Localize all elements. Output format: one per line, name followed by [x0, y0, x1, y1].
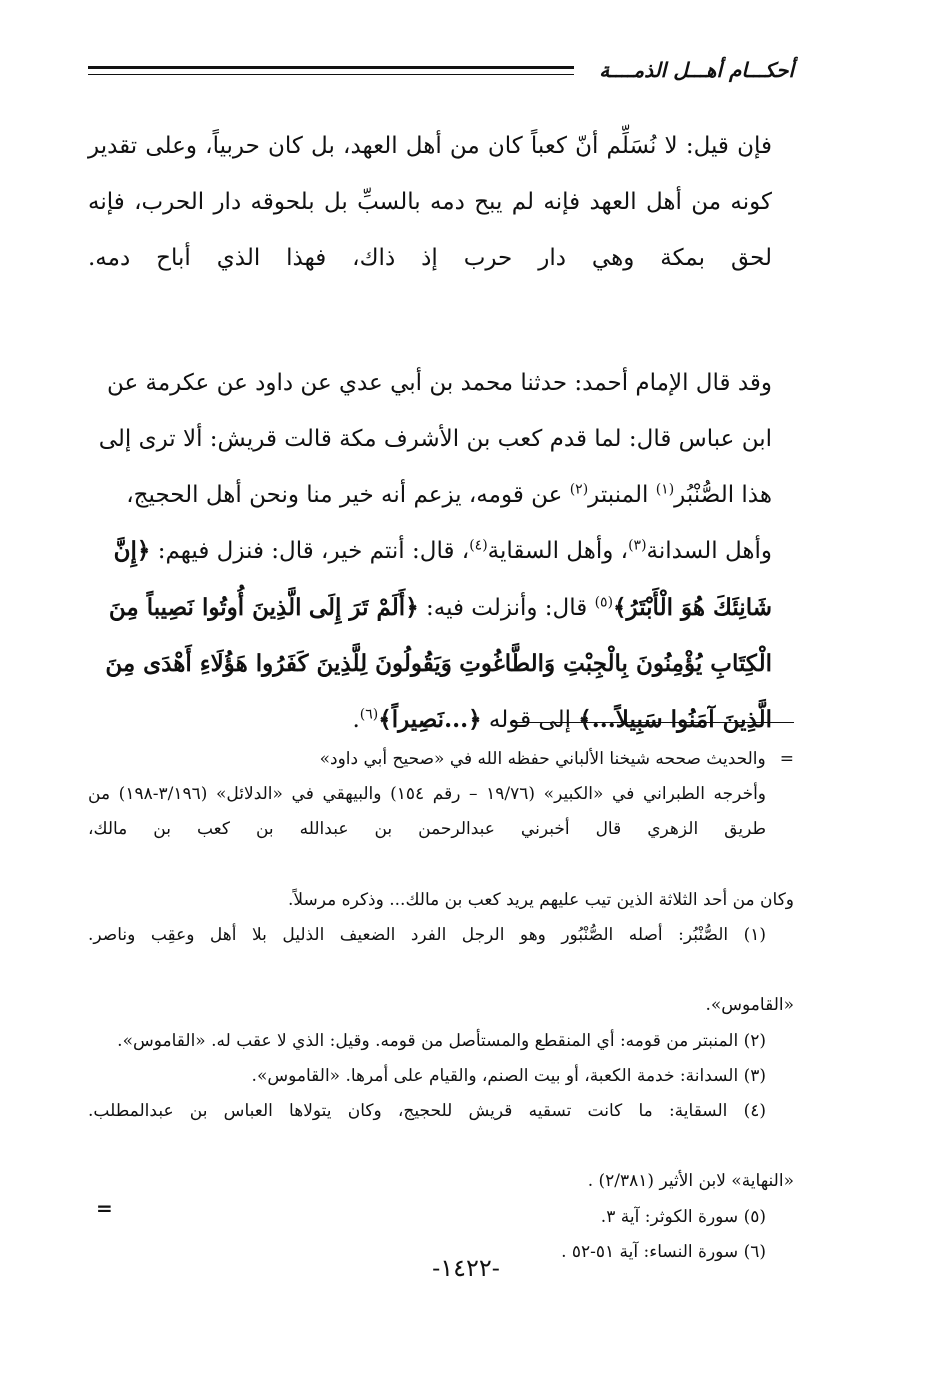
continuation-text: والحديث صححه شيخنا الألباني حفظه الله في «صحيح أبي داود»: [319, 749, 766, 769]
paragraph-2-line-1: وقد قال الإمام أحمد: حدثنا محمد بن أبي عدي عن داود عن: [216, 369, 772, 396]
footnote-ref-6[interactable]: (٦): [359, 706, 379, 723]
main-text: [88, 118, 794, 748]
footnote-continuation: [88, 742, 794, 777]
note-4-line-2: «النهاية» لابن الأثير (٢/٣٨١) .: [587, 1171, 794, 1192]
footnote-1-end: [88, 988, 794, 1023]
footnote-ref-4[interactable]: (٤): [469, 537, 488, 554]
tabarani-line-2: (٣/١٩٦-١٩٨) من طريق الزهري قال أخبرني عبدالرحمن بن عبدالله بن كعب بن مالك،: [88, 784, 766, 840]
note-2: (٢) المنبتر من قومه: أي المنقطع والمستأصل من قومه. وقيل: الذي لا عقب له. «القاموس».: [117, 1030, 766, 1051]
paragraph-2-line-4a: الحجيج، وأهل السدانة: [126, 482, 772, 565]
paragraph-2-line-8a: إلى قوله: [481, 707, 571, 734]
quran-verse-nasira: ﴿...نَصِيراً﴾: [378, 706, 482, 734]
page-number: -١٤٢٢-: [432, 1254, 500, 1282]
quran-verse-nisa-part-1: ﴿أَلَمْ تَرَ إِلَى: [308, 593, 419, 621]
note-1-line-1: (١) الصُّنْبُر: أصله الصُّنْبُور وهو الرجل الفرد الضعيف الذليل بلا أهل وعقِب وناصر.: [88, 925, 766, 946]
quran-verse-nisa-part-2: الَّذِينَ أُوتُوا نَصِيباً مِنَ الْكِتَابِ يُؤْمِنُونَ بِالْجِبْتِ وَالطَّاغُوتِ: [108, 593, 772, 677]
footnotes: [88, 742, 794, 1270]
footnote-4: [88, 1094, 794, 1164]
paragraph-2-line-5b: قال: وأنزلت فيه:: [418, 594, 595, 621]
note-6: (٦) سورة النساء: آية ٥١-٥٢ .: [561, 1241, 766, 1262]
paragraph-1: [88, 118, 794, 343]
paragraph-2-line-3b: المنبتر: [588, 482, 649, 509]
note-4-line-1: (٤) السقاية: ما كانت تسقيه قريش للحجيج، وكان يتولاها العباس بن عبدالمطلب.: [88, 1101, 766, 1122]
footnote-ref-3[interactable]: (٣): [628, 537, 647, 554]
header-double-rule: [88, 66, 574, 75]
tabarani-line-1: وأخرجه الطبراني في «الكبير» (١٩/٧٦ – رقم ١٥٤) والبيهقي في «الدلائل»: [216, 784, 767, 805]
note-3: (٣) السدانة: خدمة الكعبة، أو بيت الصنم، والقيام على أمرها. «القاموس».: [251, 1065, 766, 1086]
paragraph-2-line-4b: ، وأهل السقاية: [487, 538, 629, 565]
continuation-mark: =: [779, 749, 794, 769]
tabarani-line-3: وكان من أحد الثلاثة الذين تيب عليهم يريد كعب بن مالك... وذكره مرسلاً.: [287, 889, 794, 910]
note-1-line-2: «القاموس».: [705, 995, 794, 1016]
footnote-ref-1[interactable]: (١): [655, 481, 675, 498]
paragraph-2-line-2: عكرمة عن ابن عباس قال: لما قدم كعب بن الأشرف مكة قالت قريش: ألا: [106, 369, 772, 453]
footnote-tabarani-end: [88, 883, 794, 918]
header-title: أحكـــام أهـــل الذمــــة: [599, 58, 794, 82]
paragraph-2-line-3c: عن قومه، يزعم أنه خير منا ونحن أهل: [205, 482, 563, 509]
paragraph-2: [88, 355, 794, 748]
paragraph-1-line-3: فإنه لحق بمكة وهي دار حرب إذ ذاك، فهذا الذي أباح دمه.: [88, 189, 772, 272]
footnote-2: [88, 1024, 794, 1059]
quran-verse-kawthar: ﴿إِنَّ شَانِئَكَ هُوَ الْأَبْتَرُ﴾: [113, 537, 772, 621]
paragraph-2-line-8b: .: [352, 707, 360, 734]
footnote-continues-mark: =: [96, 1196, 113, 1220]
footnote-1: [88, 918, 794, 988]
paragraph-2-line-4c: ، قال: أنتم خير، قال: فنزل: [216, 538, 470, 565]
note-5: (٥) سورة الكوثر: آية ٣.: [600, 1206, 766, 1227]
footnote-4-end: [88, 1164, 794, 1199]
footnote-separator: [510, 722, 794, 723]
footnote-tabarani: [88, 777, 794, 883]
paragraph-1-line-1: فإن قيل: لا نُسَلِّم أنّ كعباً كان من أهل العهد، بل كان حربياً، وعلى: [145, 133, 772, 159]
paragraph-1-line-2: تقدير كونه من أهل العهد فإنه لم يبح دمه بالسبِّ بل بلحوقه دار الحرب،: [88, 133, 772, 216]
paragraph-2-line-5a: فيهم:: [150, 538, 210, 565]
footnote-ref-5[interactable]: (٥): [594, 593, 614, 610]
footnote-5: [88, 1200, 794, 1235]
footnote-ref-2[interactable]: (٢): [569, 481, 589, 498]
quran-verse-nisa-part-3: وَيَقُولُونَ لِلَّذِينَ كَفَرُوا هَؤُلَاءِ أَهْدَى مِنَ الَّذِينَ آمَنُوا سَبِيلاً...﴾: [105, 649, 772, 734]
running-header: [88, 58, 794, 84]
footnote-3: [88, 1059, 794, 1094]
paragraph-2-line-3a: ترى إلى هذا الصُّنْبُر: [98, 426, 772, 509]
